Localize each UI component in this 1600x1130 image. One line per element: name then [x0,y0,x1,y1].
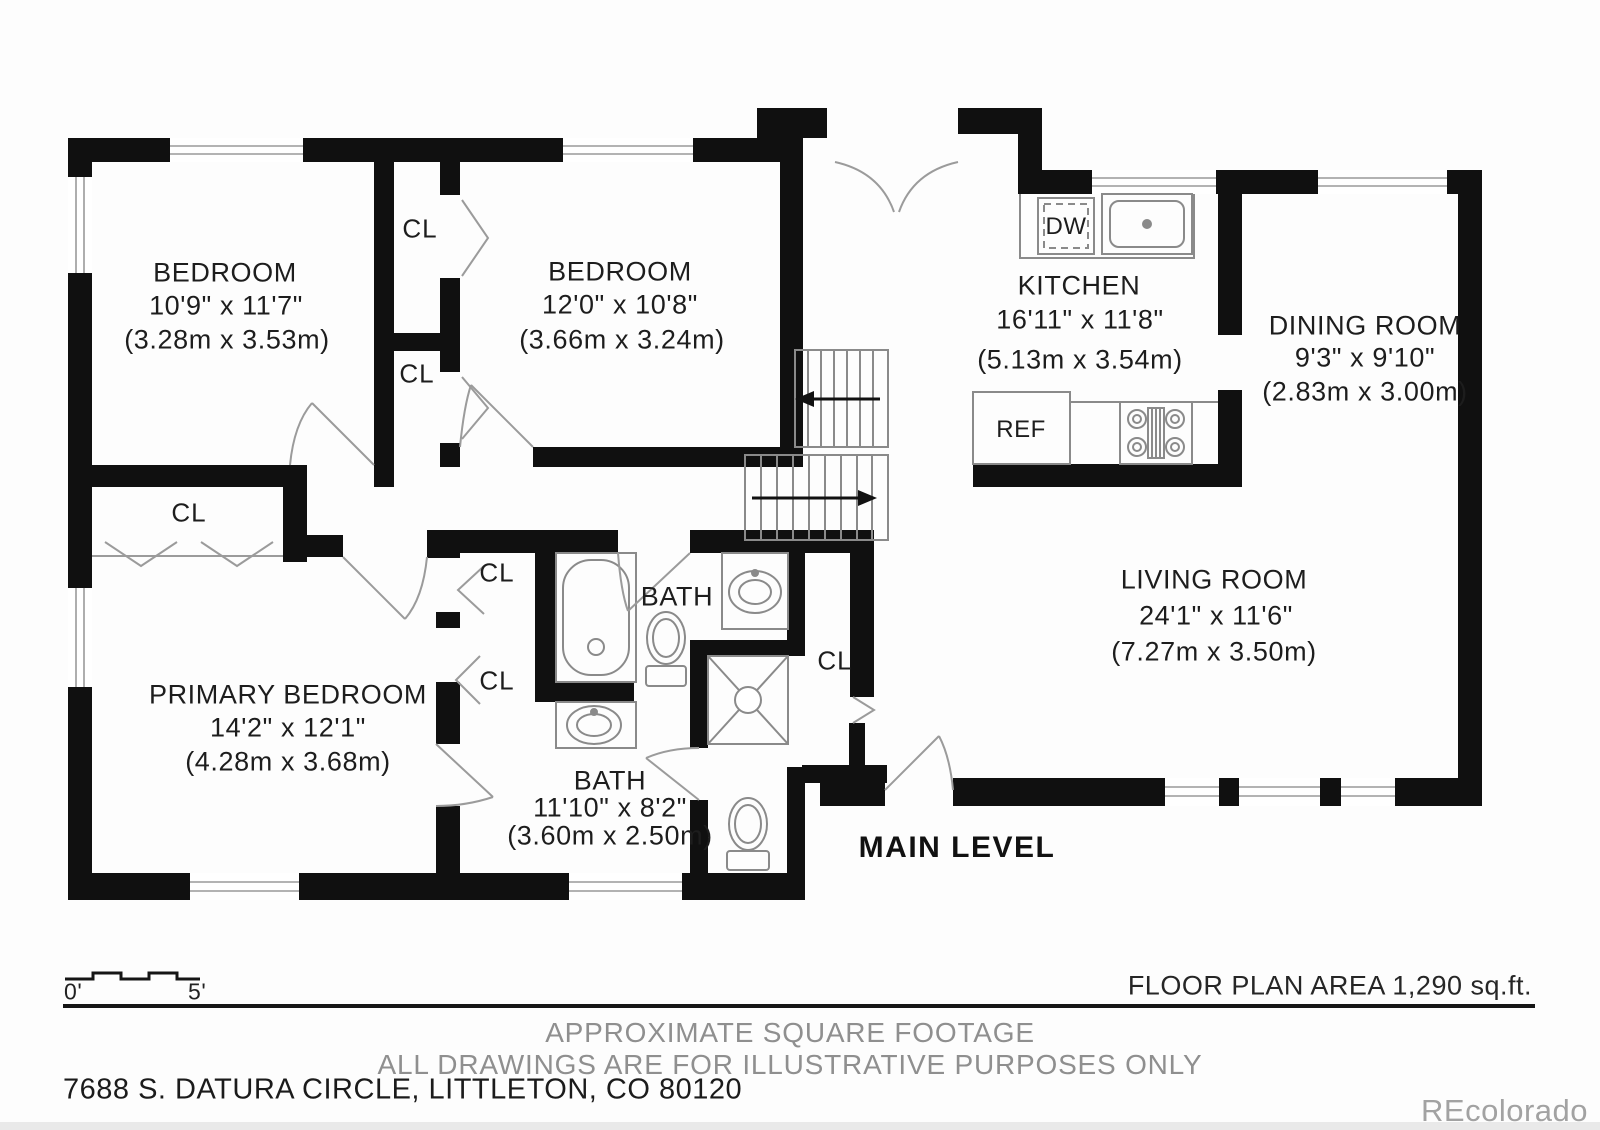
disclaimer-line2: ALL DRAWINGS ARE FOR ILLUSTRATIVE PURPOSES ONLY [377,1049,1203,1080]
floor-plan-area-label: FLOOR PLAN AREA 1,290 sq.ft. [1127,970,1532,1001]
primary-bath-size-metric: (3.60m x 2.50m) [507,820,713,851]
primary-bedroom-size-metric: (4.28m x 3.68m) [185,746,391,777]
closet-label-bedroom2-bottom: CL [399,358,435,389]
bedroom2-size-metric: (3.66m x 3.24m) [519,324,725,355]
closet-label-bedroom2-top: CL [402,213,438,244]
closet-label-living: CL [817,645,853,676]
bedroom1-size: 10'9" x 11'7" [149,290,303,321]
closet-label-bath-upper: CL [479,557,515,588]
kitchen-size: 16'11" x 11'8" [996,304,1164,335]
living-room-name: LIVING ROOM [1120,564,1308,595]
scale-end-label: 5' [188,978,207,1005]
bedroom1-name: BEDROOM [153,257,297,288]
address-label: 7688 S. DATURA CIRCLE, LITTLETON, CO 80120 [63,1073,743,1106]
closet-label-hall: CL [171,497,207,528]
refrigerator-label: REF [996,416,1046,443]
living-room-size: 24'1" x 11'6" [1139,600,1293,631]
primary-bedroom-name: PRIMARY BEDROOM [148,679,428,710]
primary-bath-size: 11'10" x 8'2" [533,792,687,823]
bedroom1-size-metric: (3.28m x 3.53m) [124,324,330,355]
bedroom2-name: BEDROOM [548,256,692,287]
watermark: REcolorado [1421,1093,1588,1128]
hall-bath-name: BATH [640,581,714,612]
dishwasher-label: DW [1045,213,1087,240]
bedroom2-size: 12'0" x 10'8" [542,289,698,320]
level-title: MAIN LEVEL [858,831,1056,864]
scale-start-label: 0' [64,978,83,1005]
kitchen-name: KITCHEN [1017,270,1141,301]
dining-room-size-metric: (2.83m x 3.00m) [1262,376,1468,407]
disclaimer-line1: APPROXIMATE SQUARE FOOTAGE [545,1017,1035,1048]
living-room-size-metric: (7.27m x 3.50m) [1111,636,1317,667]
primary-bedroom-size: 14'2" x 12'1" [210,712,366,743]
kitchen-size-metric: (5.13m x 3.54m) [977,344,1183,375]
primary-bath-name: BATH [573,765,647,796]
closet-label-bath-lower: CL [479,665,515,696]
dining-room-size: 9'3" x 9'10" [1294,342,1436,373]
dining-room-name: DINING ROOM [1268,310,1462,341]
